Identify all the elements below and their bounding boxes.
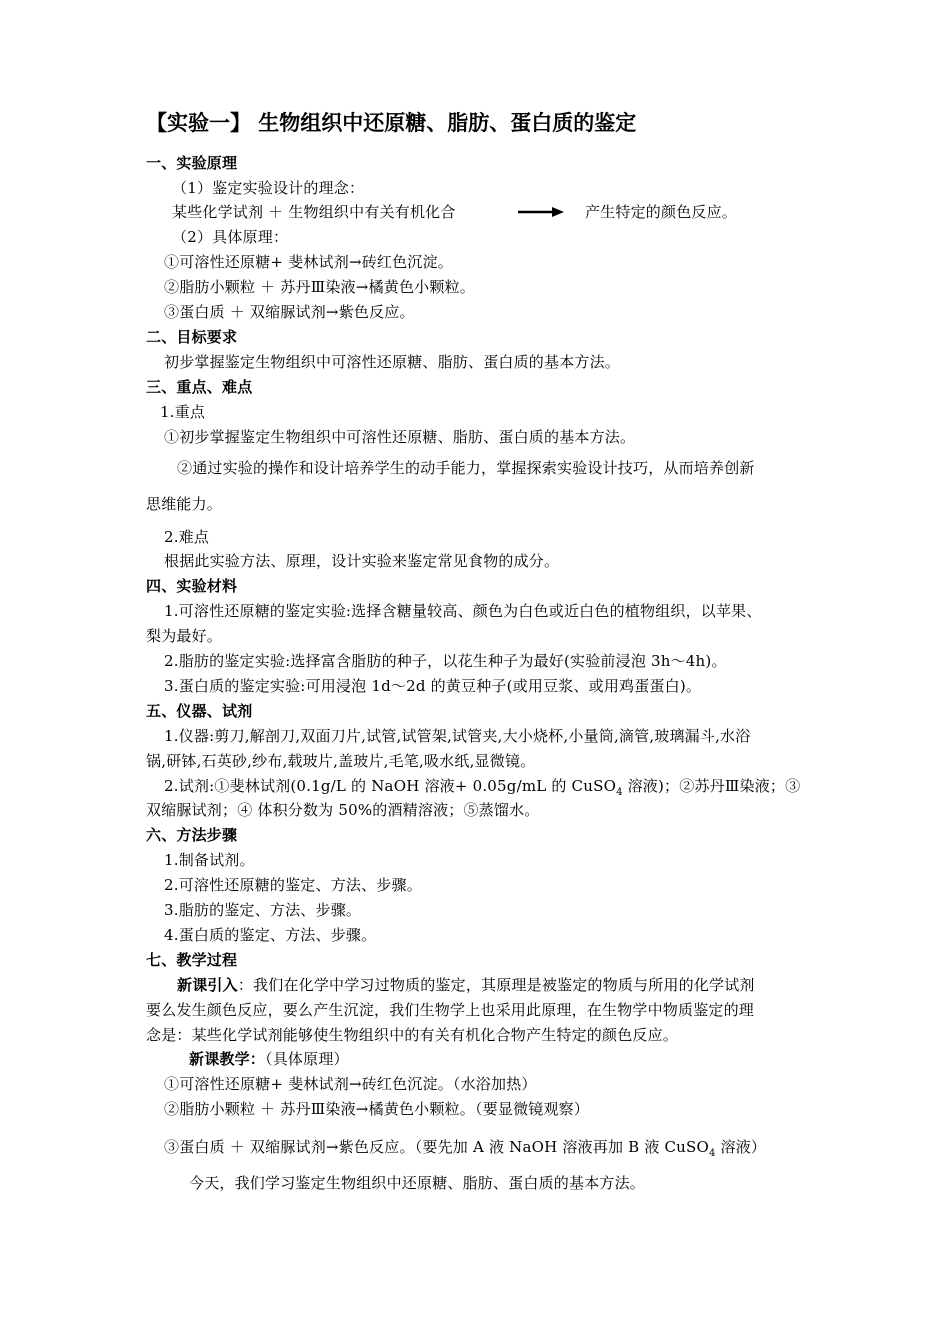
section-heading-steps: 六、方法步骤: [146, 826, 238, 844]
intro-line-1: [177, 975, 755, 995]
difficulty-text: 根据此实验方法、原理，设计实验来鉴定常见食物的成分。: [164, 552, 560, 570]
key-points-label: 1.重点: [160, 403, 206, 421]
teaching-item-3-text-a: ③蛋白质 ＋ 双缩脲试剂→紫色反应。（要先加 A 液 NaOH 溶液再加 B 液 CuSO: [164, 1138, 709, 1156]
instruments-line-1: 1.仪器:剪刀,解剖刀,双面刀片,试管,试管架,试管夹,大小烧杯,小量筒,滴管,玻璃漏斗,水浴: [164, 727, 751, 745]
key-point-2-line-1: ②通过实验的操作和设计培养学生的动手能力，掌握探索实验设计技巧，从而培养创新: [177, 459, 755, 477]
principle-subtitle-2: （2）具体原理：: [172, 228, 289, 246]
principle-item-1: ①可溶性还原糖+ 斐林试剂→砖红色沉淀。: [164, 253, 453, 271]
step-4: 4.蛋白质的鉴定、方法、步骤。: [164, 926, 377, 944]
step-2: 2.可溶性还原糖的鉴定、方法、步骤。: [164, 876, 422, 894]
teaching-item-3: [164, 1137, 766, 1157]
material-1-line-2: 梨为最好。: [146, 627, 223, 645]
difficulty-label: 2.难点: [164, 528, 210, 546]
intro-line-3: 念是：某些化学试剂能够使生物组织中的有关有机化合物产生特定的颜色反应。: [146, 1026, 679, 1044]
principle-item-2: ②脂肪小颗粒 ＋ 苏丹Ⅲ染液→橘黄色小颗粒。: [164, 278, 475, 296]
reagents-text-b: 溶液)；②苏丹Ⅲ染液；③: [622, 777, 801, 795]
key-point-2-line-2: 思维能力。: [146, 495, 223, 513]
reagents-line-2: 双缩脲试剂；④ 体积分数为 50%的酒精溶液；⑤蒸馏水。: [146, 801, 540, 819]
right-arrow-icon: [518, 204, 564, 220]
closing-text: 今天，我们学习鉴定生物组织中还原糖、脂肪、蛋白质的基本方法。: [189, 1174, 646, 1192]
teaching-item-2: ②脂肪小颗粒 ＋ 苏丹Ⅲ染液→橘黄色小颗粒。（要显微镜观察）: [164, 1100, 590, 1118]
teaching-line: [189, 1049, 349, 1069]
reagents-subscript: 4: [616, 787, 623, 798]
section-heading-instruments: 五、仪器、试剂: [146, 702, 253, 720]
teaching-label: 新课教学：: [189, 1050, 266, 1068]
section-heading-principle: 一、实验原理: [146, 154, 238, 172]
goals-text: 初步掌握鉴定生物组织中可溶性还原糖、脂肪、蛋白质的基本方法。: [164, 353, 621, 371]
principle-concept-right: 产生特定的颜色反应。: [585, 203, 738, 221]
section-heading-materials: 四、实验材料: [146, 577, 238, 595]
principle-item-3: ③蛋白质 ＋ 双缩脲试剂→紫色反应。: [164, 303, 415, 321]
section-heading-key-points: 三、重点、难点: [146, 378, 253, 396]
section-heading-goals: 二、目标要求: [146, 328, 238, 346]
principle-subtitle-1: （1）鉴定实验设计的理念：: [172, 179, 365, 197]
instruments-line-2: 锅,研钵,石英砂,纱布,载玻片,盖玻片,毛笔,吸水纸,显微镜。: [146, 752, 536, 770]
reagents-line-1: [164, 776, 800, 796]
intro-line-2: 要么发生颜色反应，要么产生沉淀，我们生物学上也采用此原理，在生物学中物质鉴定的理: [146, 1001, 755, 1019]
reagents-text-a: 2.试剂:①斐林试剂(0.1g/L 的 NaOH 溶液+ 0.05g/mL 的 CuSO: [164, 777, 617, 795]
teaching-item-3-text-b: 溶液）: [715, 1138, 767, 1156]
material-3: 3.蛋白质的鉴定实验:可用浸泡 1d～2d 的黄豆种子(或用豆浆、或用鸡蛋蛋白)。: [164, 677, 702, 695]
teaching-item-3-subscript: 4: [709, 1148, 716, 1159]
teaching-text: （具体原理）: [265, 1050, 349, 1068]
principle-concept-left: 某些化学试剂 ＋ 生物组织中有关有机化合: [172, 203, 456, 221]
material-2: 2.脂肪的鉴定实验:选择富含脂肪的种子，以花生种子为最好(实验前浸泡 3h～4h)。: [164, 652, 727, 670]
step-1: 1.制备试剂。: [164, 851, 255, 869]
intro-text: ：我们在化学中学习过物质的鉴定，其原理是被鉴定的物质与所用的化学试剂: [237, 976, 755, 994]
intro-label: 新课引入: [177, 976, 238, 994]
material-1-line-1: 1.可溶性还原糖的鉴定实验:选择含糖量较高、颜色为白色或近白色的植物组织，以苹果、: [164, 602, 762, 620]
teaching-item-1: ①可溶性还原糖+ 斐林试剂→砖红色沉淀。（水浴加热）: [164, 1075, 537, 1093]
step-3: 3.脂肪的鉴定、方法、步骤。: [164, 901, 362, 919]
key-point-1: ①初步掌握鉴定生物组织中可溶性还原糖、脂肪、蛋白质的基本方法。: [164, 428, 636, 446]
section-heading-teaching: 七、教学过程: [146, 951, 238, 969]
page-title: 【实验一】 生物组织中还原糖、脂肪、蛋白质的鉴定: [146, 111, 637, 135]
